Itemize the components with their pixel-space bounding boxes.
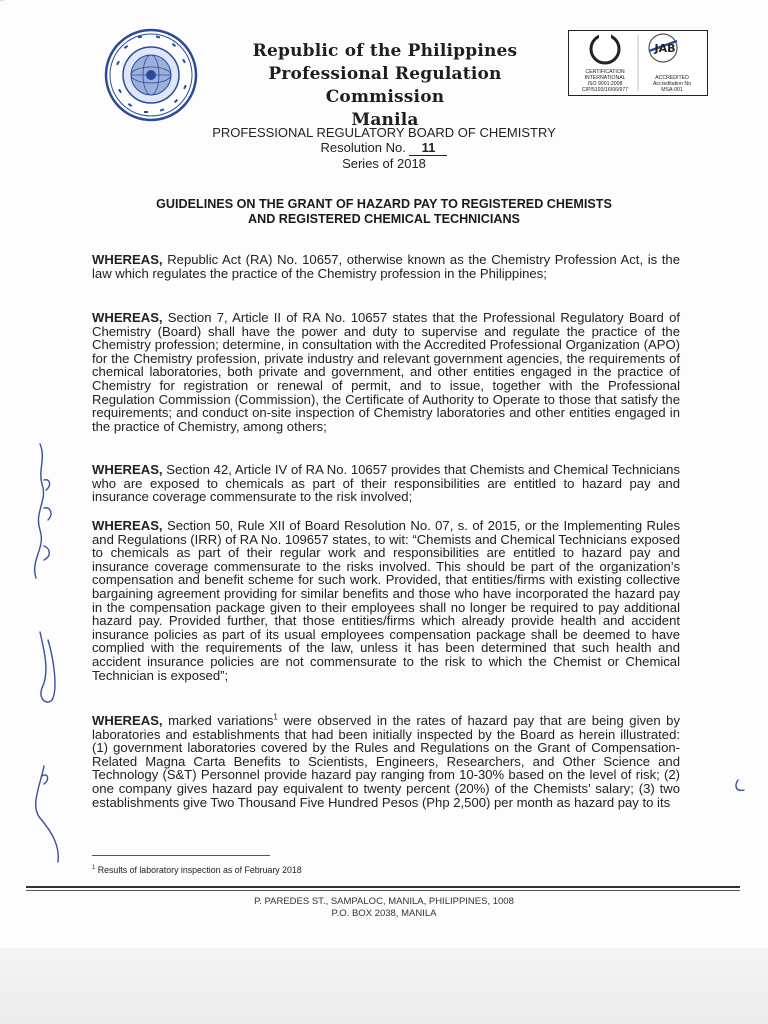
paragraph-text: Section 7, Article II of RA No. 10657 states that the Professional Regulatory Board of Chemistry (Board) shall have the power and duty to supervise and regulate the practice of the Chemistry profession; determine, in consultation with the Accredited Professional Organization (APO) for the Chemistry profession, private industry and relevant government agencies, the requirements of chemical laboratories, both private and government, and other entities engaged in the practice of Chemistry for registration or renewal of permit, and to issue, together with the Professional Regulation Commission (Commission), the Certificate of Authority to Operate to those that satisfy the requirements; and conduct on-site inspection of Chemistry laboratories and other entities engaged in the practice of Chemistry, among others; bbox=[92, 310, 680, 434]
whereas-lead: WHEREAS, bbox=[92, 713, 163, 728]
cert-right-line: ACCREDITED bbox=[655, 75, 689, 81]
footer-rule-bottom bbox=[26, 890, 740, 891]
footer-rule-top bbox=[26, 886, 740, 888]
title-line-2: AND REGISTERED CHEMICAL TECHNICIANS bbox=[248, 212, 520, 226]
footnote bbox=[92, 863, 492, 876]
footnote-ref: 1 bbox=[273, 712, 278, 722]
paragraph-text: Republic Act (RA) No. 10657, otherwise known as the Chemistry Profession Act, is the law which regulates the practice of the Chemistry profession in the Philippines; bbox=[92, 252, 680, 281]
letterhead-city: Manila bbox=[351, 110, 419, 130]
cert-right-line: MSA-001 bbox=[661, 87, 683, 93]
whereas-lead: WHEREAS, bbox=[92, 252, 163, 267]
jab-mark: JAB bbox=[654, 42, 676, 55]
board-name: PROFESSIONAL REGULATORY BOARD OF CHEMISTRY bbox=[212, 125, 556, 140]
cert-left-line: CIP/5193/16/06/977 bbox=[581, 87, 629, 93]
resolution-number: 11 bbox=[409, 140, 447, 156]
paragraph-text: Section 42, Article IV of RA No. 10657 provides that Chemists and Chemical Technicians who are exposed to chemicals as part of their responsibilities are entitled to hazard pay and insurance coverage commensurate to the risk involved; bbox=[92, 462, 680, 505]
footer-street: P. PAREDES ST., SAMPALOC, MANILA, PHILIPPINES, 1008 bbox=[254, 896, 514, 907]
letterhead-republic: Republic of the Philippines bbox=[252, 41, 518, 61]
whereas-lead: WHEREAS, bbox=[92, 310, 163, 325]
cert-left-line: CERTIFICATION bbox=[585, 69, 625, 75]
footnote-marker: 1 bbox=[92, 865, 96, 871]
paragraph-text: were observed in the rates of hazard pay that are being given by laboratories and establishments that had been initially inspected by the Board as herein illustrated: (1) government laboratories covered by the Rules and Regulations on the Grant of Compensation-Related Magna Carta Benefits to Scientists, Engineers, Researchers, and Other Science and Technology (S&T) Personnel provide hazard pay ranging from 10-30% based on the level of risk; (2) one company gives hazard pay equivalent to twenty percent (20%) of the Chemists’ salary; (3) two establishments give Two Thousand Five Hundred Pesos (Php 2,500) per month as hazard pay to its bbox=[92, 713, 680, 810]
letterhead-commission: Professional Regulation Commission bbox=[268, 64, 502, 107]
footnote-rule bbox=[92, 855, 270, 856]
margin-signature-initials bbox=[35, 444, 51, 578]
scan-bottom-margin bbox=[0, 948, 768, 1024]
whereas-lead: WHEREAS, bbox=[92, 518, 163, 533]
cert-left-line: INTERNATIONAL bbox=[584, 75, 626, 81]
paragraph-text: marked variations bbox=[162, 713, 274, 728]
right-margin-mark bbox=[736, 780, 744, 790]
margin-tick bbox=[42, 775, 48, 784]
margin-flourish-1 bbox=[40, 632, 55, 702]
resolution-series: Series of 2018 bbox=[342, 156, 426, 171]
footer-pobox: P.O. BOX 2038, MANILA bbox=[331, 907, 437, 919]
paragraph-text: Section 50, Rule XII of Board Resolution No. 07, s. of 2015, or the Implementing Rules and Regulations (IRR) of RA No. 109657 states, to wit: “Chemists and Chemical Technicians exposed to chemicals as part of their regular work and responsibilities are entitled to hazard pay and insurance coverage commensurate to the risks involved. This should be part of the organization’s compensation and benefit scheme for such work. Provided, that entities/firms with existing collective bargaining agreement providing for similar benefits and those who have incorporated the hazard pay in the compensation package given to their employees shall no longer be required to pay additional hazard pay. Provided further, that those entities/firms which already provide health and accident insurance policies as part of its usual employees compensation package shall be deemed to have complied with the requirements of the law, unless it has been determined that such health and accident insurance policies are not commensurate to the risk to which the Chemist or Chemical Technician is exposed”; bbox=[92, 518, 680, 683]
resolution-label: Resolution No. bbox=[320, 140, 406, 155]
cert-left-line: ISO 9001:2008 bbox=[587, 81, 623, 87]
title-line-1: GUIDELINES ON THE GRANT OF HAZARD PAY TO REGISTERED CHEMISTS bbox=[156, 197, 612, 211]
whereas-lead: WHEREAS, bbox=[92, 462, 163, 477]
cert-right-line: Accreditation No bbox=[652, 81, 692, 87]
footnote-text: Results of laboratory inspection as of February 2018 bbox=[95, 864, 302, 875]
footer-address bbox=[0, 896, 768, 919]
